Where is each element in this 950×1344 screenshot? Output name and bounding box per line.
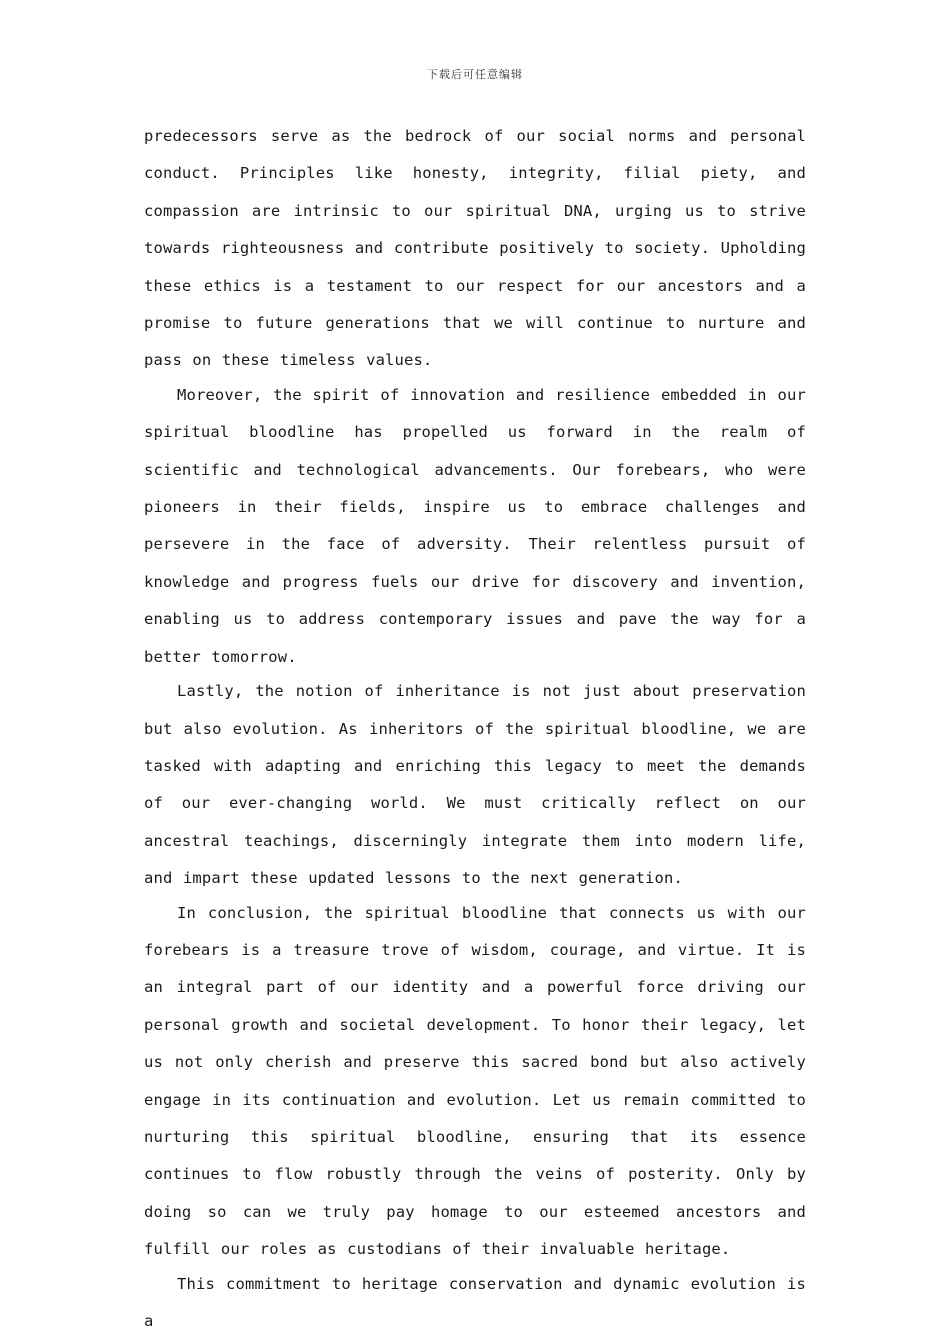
paragraph-conclusion: In conclusion, the spiritual bloodline that connects us with our forebears is a treasure trove of wisdom, courage, and virtue. It is an integral part of our identity and a powerful force driving our personal growth and societal development. To honor their legacy, let us not only cherish and preserve this sacred bond but also actively engage in its continuation and evolution. Let us remain committed to nurturing this spiritual bloodline, ensuring that its essence continues to flow robustly through the veins of posterity. Only by doing so can we truly pay homage to our esteemed ancestors and fulfill our roles as custodians of their invaluable heritage.: [144, 903, 806, 1259]
paragraph-commitment: This commitment to heritage conservation and dynamic evolution is a: [144, 1274, 806, 1330]
body-text: [144, 118, 806, 1340]
paragraph-innovation: Moreover, the spirit of innovation and resilience embedded in our spiritual bloodline has propelled us forward in the realm of scientific and technological advancements. Our forebears, who were pioneers in their fields, inspire us to embrace challenges and persevere in the face of adversity. Their relentless pursuit of knowledge and progress fuels our drive for discovery and invention, enabling us to address contemporary issues and pave the way for a better tomorrow.: [144, 385, 806, 666]
paragraph-continued: predecessors serve as the bedrock of our social norms and personal conduct. Principles like honesty, integrity, filial piety, and compassion are intrinsic to our spiritual DNA, urging us to strive towards righteousness and contribute positively to society. Upholding these ethics is a testament to our respect for our ancestors and a promise to future generations that we will continue to nurture and pass on these timeless values.: [144, 127, 806, 370]
page-header: 下载后可任意编辑: [427, 68, 523, 81]
paragraph-inheritance: Lastly, the notion of inheritance is not just about preservation but also evolution. As inheritors of the spiritual bloodline, we are tasked with adapting and enriching this legacy to meet the demands of our ever-changing world. We must critically reflect on our ancestral teachings, discerningly integrate them into modern life, and impart these updated lessons to the next generation.: [144, 682, 806, 888]
